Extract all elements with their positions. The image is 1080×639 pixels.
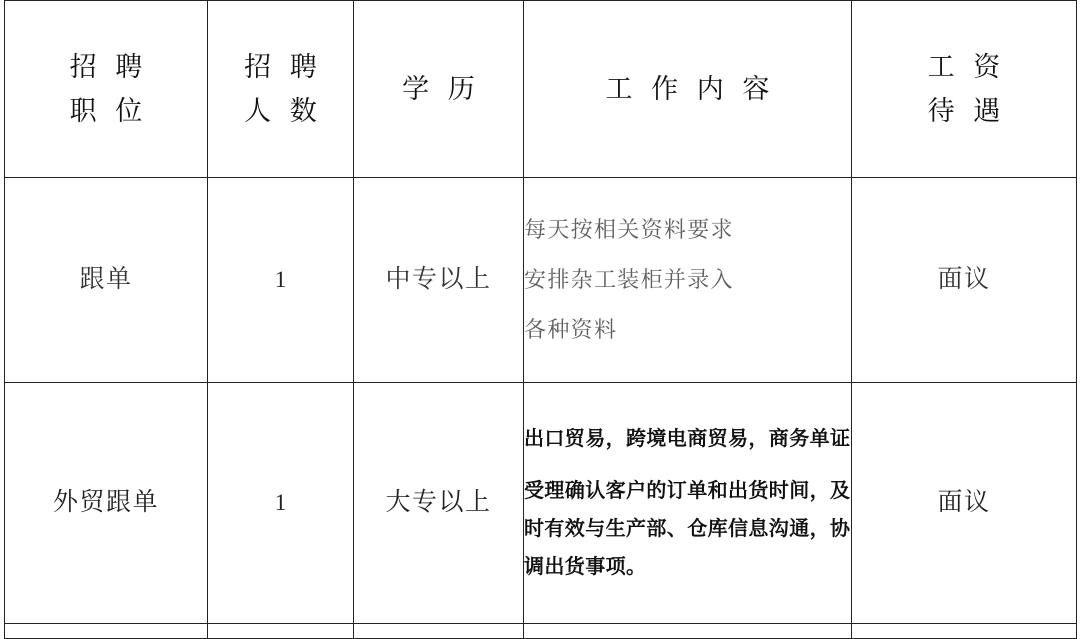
header-headcount-line-2: 人 数 xyxy=(244,96,323,126)
header-education-line-1: 学 历 xyxy=(402,74,481,104)
row-1-content-line-3: 各种资料 xyxy=(524,317,618,342)
row-1-content-line-1: 每天按相关资料要求 xyxy=(524,217,734,242)
header-cell-job-content xyxy=(524,1,852,178)
header-position-line-1: 招 聘 xyxy=(69,52,149,82)
table-header-row xyxy=(5,1,1077,178)
table-row-partial xyxy=(5,624,1077,639)
row-2-content-paragraph-1: 出口贸易，跨境电商贸易，商务单证 xyxy=(524,428,851,450)
row-3-salary xyxy=(852,624,1077,639)
row-3-position xyxy=(5,624,208,639)
header-cell-headcount xyxy=(208,1,354,178)
row-2-position: 外贸跟单 xyxy=(5,383,208,624)
row-3-education xyxy=(354,624,524,639)
recruitment-table xyxy=(4,0,1077,639)
row-1-position: 跟单 xyxy=(5,178,208,383)
table-row xyxy=(5,178,1077,383)
row-2-content-paragraph-2: 受理确认客户的订单和出货时间，及时有效与生产部、仓库信息沟通，协调出货事项。 xyxy=(524,480,851,578)
row-2-headcount: 1 xyxy=(208,383,354,624)
row-3-job-content xyxy=(524,624,852,639)
row-1-job-content xyxy=(524,178,852,383)
header-cell-salary xyxy=(852,1,1077,178)
row-2-job-content xyxy=(524,383,852,624)
row-3-headcount xyxy=(208,624,354,639)
row-1-content-line-2: 安排杂工装柜并录入 xyxy=(524,267,734,292)
row-2-education: 大专以上 xyxy=(354,383,524,624)
table-row xyxy=(5,383,1077,624)
header-cell-education xyxy=(354,1,524,178)
row-2-salary: 面议 xyxy=(852,383,1077,624)
header-headcount-line-1: 招 聘 xyxy=(244,52,323,82)
header-position-line-2: 职 位 xyxy=(69,96,149,126)
row-1-salary: 面议 xyxy=(852,178,1077,383)
row-1-headcount: 1 xyxy=(208,178,354,383)
header-salary-line-1: 工 资 xyxy=(927,52,1007,82)
row-1-education: 中专以上 xyxy=(354,178,524,383)
header-salary-line-2: 待 遇 xyxy=(927,96,1007,126)
header-cell-position xyxy=(5,1,208,178)
header-job-content-line-1: 工 作 内 容 xyxy=(605,74,776,104)
